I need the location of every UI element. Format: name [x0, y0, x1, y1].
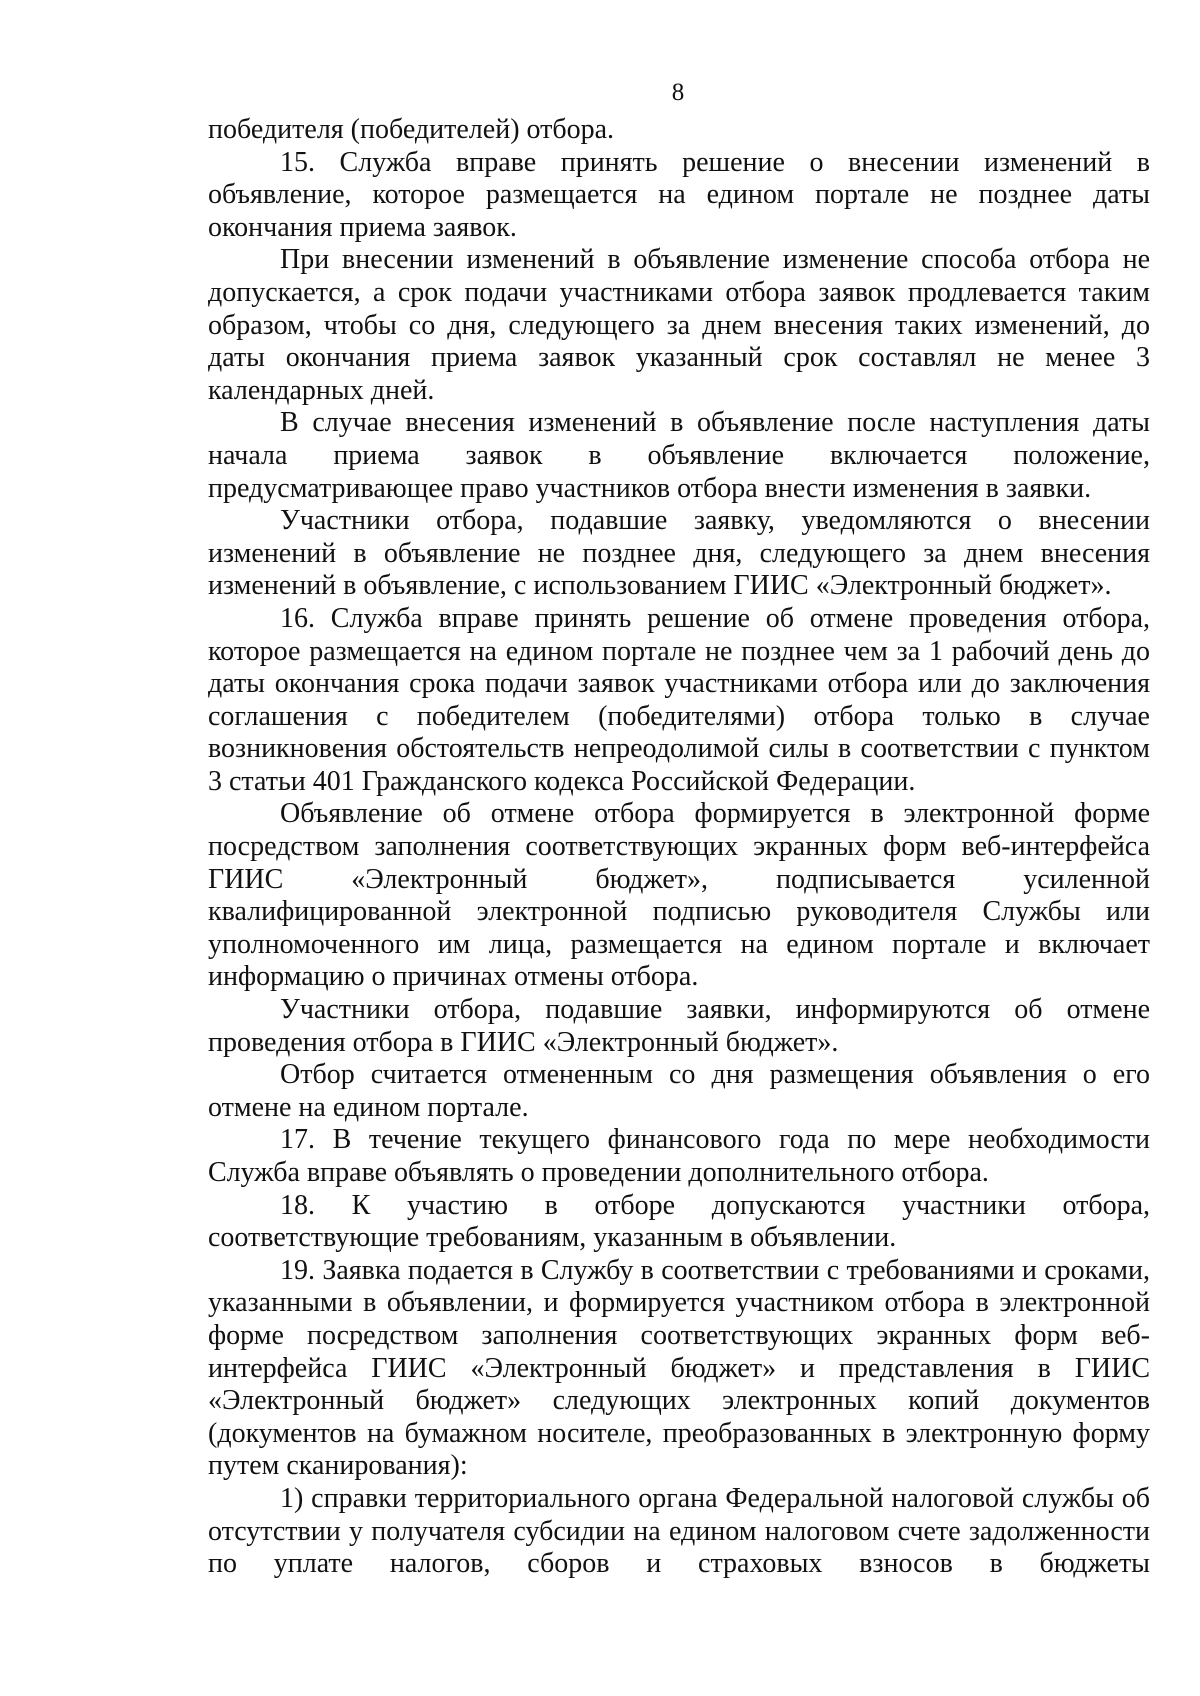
paragraph-subitem-1: 1) справки территориального органа Федеральной налоговой службы об отсутствии у получателя субсидии на едином налоговом счете задолженности по уплате налогов, сборов и страховых взносов в бюджеты — [208, 1482, 1150, 1580]
paragraph-change-rules: При внесении изменений в объявление изменение способа отбора не допускается, а срок подачи участниками отбора заявок продлевается таким образом, чтобы со дня, следующего за днем внесения таких изменений, до даты окончания приема заявок указанный срок составлял не менее 3 календарных дней. — [208, 244, 1150, 406]
paragraph-participants-informed: Участники отбора, подавшие заявки, информируются об отмене проведения отбора в ГИИС «Электронный бюджет». — [208, 994, 1150, 1058]
paragraph-item-19: 19. Заявка подается в Службу в соответствии с требованиями и сроками, указанными в объявлении, и формируется участником отбора в электронной форме посредством заполнения соответствующих экранных форм веб-интерфейса ГИИС «Электронный бюджет» и представления в ГИИС «Электронный бюджет» следующих электронных копий документов (документов на бумажном носителе, преобразованных в электронную форму путем сканирования): — [208, 1254, 1150, 1482]
paragraph-continuation: победителя (победителей) отбора. — [208, 114, 615, 145]
paragraph-item-16: 16. Служба вправе принять решение об отмене проведения отбора, которое размещается на едином портале не позднее чем за 1 рабочий день до даты окончания срока подачи заявок участниками отбора или до заключения соглашения с победителем (победителями) отбора только в случае возникновения обстоятельств непреодолимой силы в соответствии с пунктом 3 статьи 401 Гражданского кодекса Российской Федерации. — [208, 602, 1150, 797]
paragraph-cancellation-notice: Объявление об отмене отбора формируется в электронной форме посредством заполнения соответствующих экранных форм веб-интерфейса ГИИС «Электронный бюджет», подписывается усиленной квалифицированной электронной подписью руководителя Службы или уполномоченного им лица, размещается на едином портале и включает информацию о причинах отмены отбора. — [208, 798, 1150, 993]
paragraph-item-15: 15. Служба вправе принять решение о внесении изменений в объявление, которое размещается на едином портале не позднее даты окончания приема заявок. — [208, 146, 1150, 243]
paragraph-cancellation-effective: Отбор считается отмененным со дня размещения объявления о его отмене на едином портале. — [208, 1059, 1150, 1123]
page-number: 8 — [671, 79, 685, 106]
document-body — [208, 114, 1150, 1581]
paragraph-participants-notified: Участники отбора, подавшие заявку, уведомляются о внесении изменений в объявление не позднее дня, следующего за днем внесения изменений в объявление, с использованием ГИИС «Электронный бюджет». — [208, 505, 1150, 602]
paragraph-item-17: 17. В течение текущего финансового года по мере необходимости Служба вправе объявлять о проведении дополнительного отбора. — [208, 1124, 1150, 1188]
paragraph-item-18: 18. К участию в отборе допускаются участники отбора, соответствующие требованиям, указанным в объявлении. — [208, 1189, 1150, 1254]
paragraph-change-after-start: В случае внесения изменений в объявление после наступления даты начала приема заявок в объявление включается положение, предусматривающее право участников отбора внести изменения в заявки. — [208, 407, 1150, 504]
